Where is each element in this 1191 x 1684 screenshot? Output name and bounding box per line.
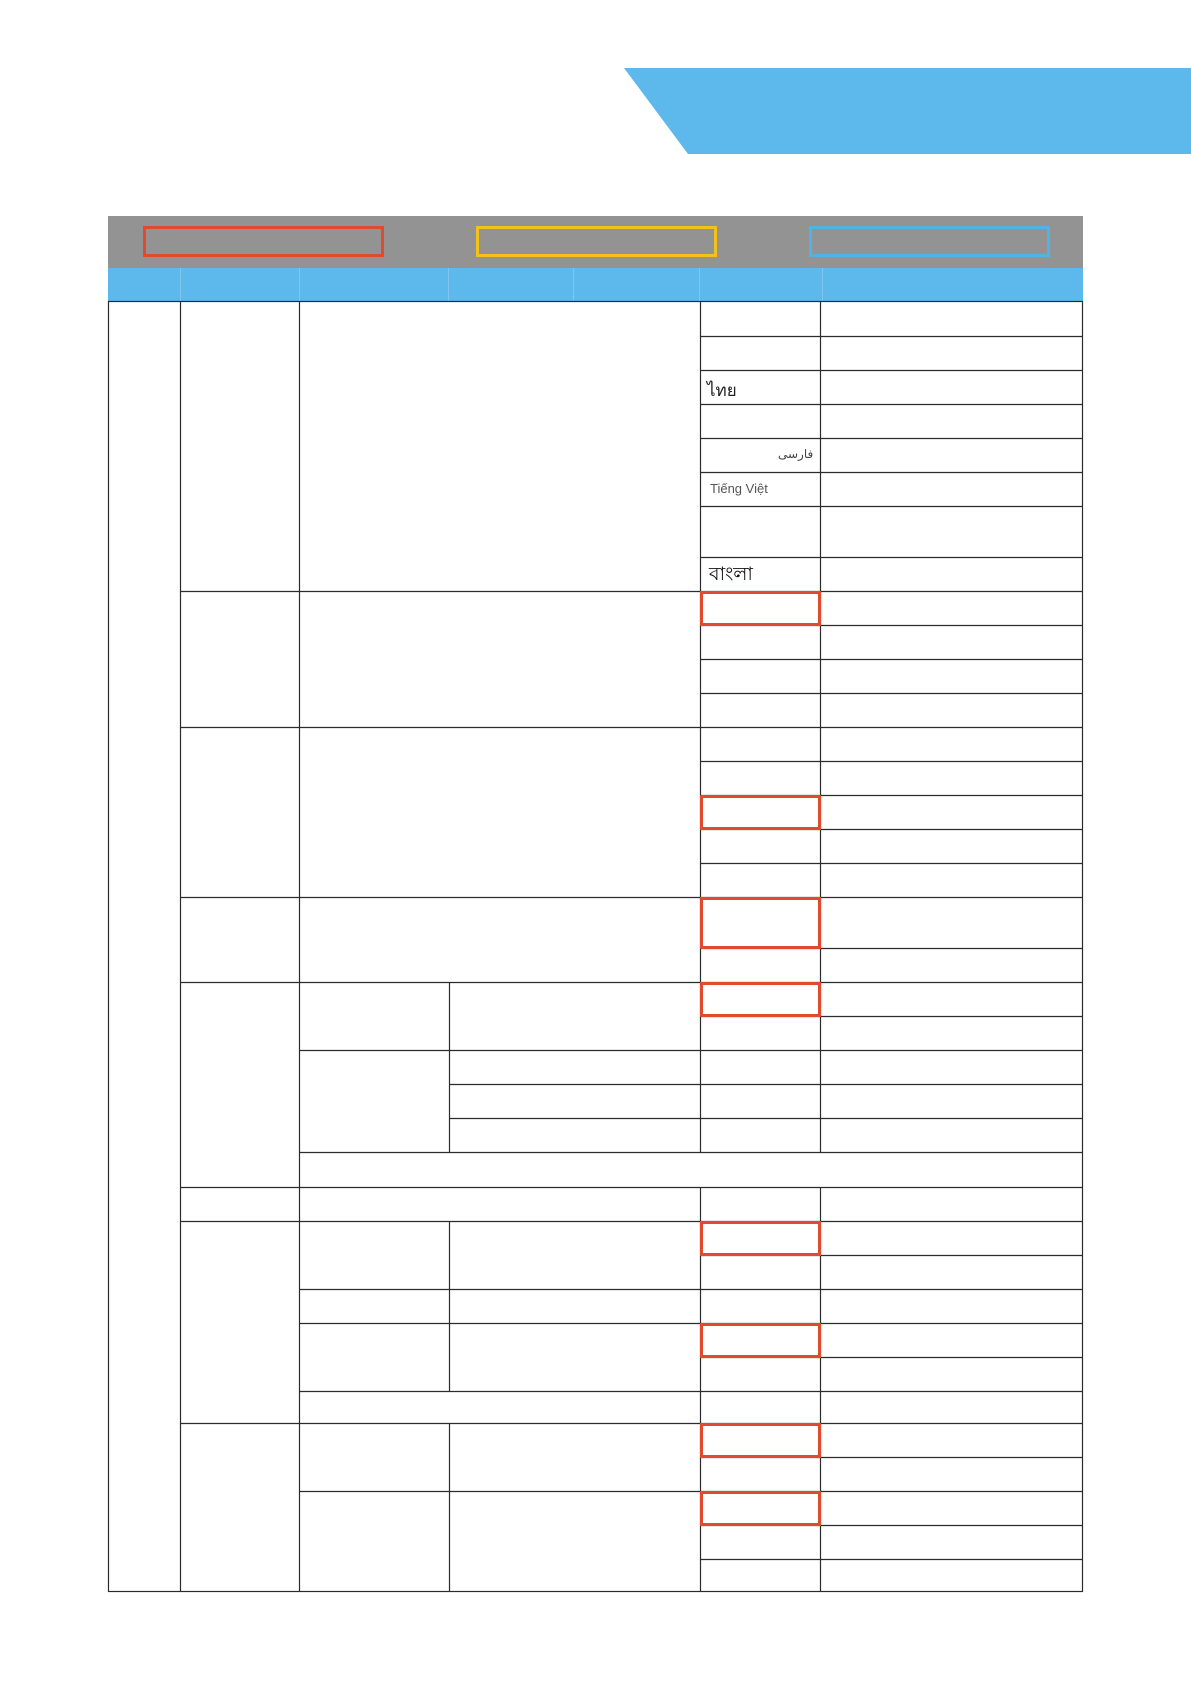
- highlight-cell: [702, 797, 820, 829]
- legend-blue-box: [809, 226, 1050, 257]
- legend-red-box: [143, 226, 384, 257]
- language-option-thai: ไทย: [707, 381, 737, 401]
- highlight-cell: [702, 593, 820, 625]
- highlight-cell: [702, 1425, 820, 1457]
- language-option-farsi: فارسی: [778, 447, 814, 461]
- legend-bar: [108, 216, 1083, 268]
- language-option-bangla: বাংলা: [709, 563, 753, 585]
- highlight-cell: [702, 899, 820, 948]
- highlight-cell: [702, 984, 820, 1016]
- highlight-cell: [702, 1223, 820, 1255]
- header-banner: [0, 0, 1191, 160]
- highlight-cell: [702, 1325, 820, 1357]
- highlight-cell: [702, 1493, 820, 1525]
- column-header-row: [108, 268, 1083, 301]
- language-option-vietnamese: Tiếng Việt: [710, 481, 768, 496]
- legend-yellow-box: [476, 226, 717, 257]
